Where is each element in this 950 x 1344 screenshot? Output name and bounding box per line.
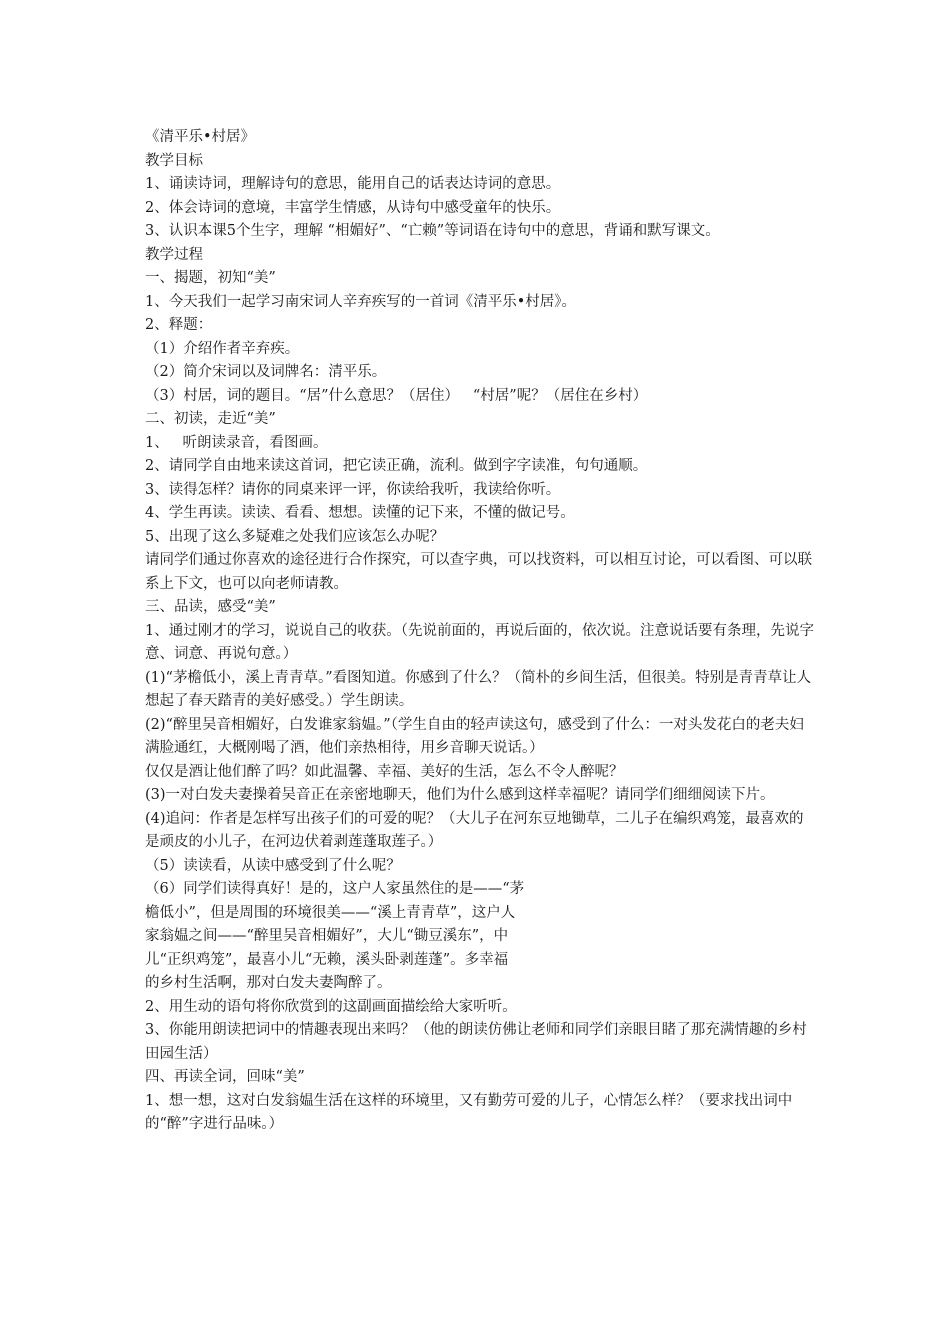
section-heading-process: 教学过程 [145, 246, 203, 263]
paragraph: （3）村居，词的题目。“居”什么意思？（居住） “村居”呢？（居住在乡村） [145, 387, 648, 404]
paragraph: （1）介绍作者辛弃疾。 [145, 340, 300, 357]
paragraph-line: 家翁媪之间——“醉里吴音相媚好”，大儿“锄豆溪东”，中 [145, 928, 509, 944]
paragraph-line: 的乡村生活啊，那对白发夫妻陶醉了。 [145, 975, 392, 991]
paragraph: (3)一对白发夫妻操着吴音正在亲密地聊天，他们为什么感到这样幸福呢？请同学们细细阅读下片。 [145, 787, 775, 803]
paragraph: 1、今天我们一起学习南宋词人辛弃疾写的一首词《清平乐•村居》。 [145, 293, 577, 310]
paragraph: 3、读得怎样？请你的同桌来评一评，你读给我听，我读给你听。 [145, 481, 561, 498]
paragraph: 4、学生再读。读读、看看、想想。读懂的记下来，不懂的做记号。 [145, 505, 575, 521]
paragraph: 2、释题： [145, 317, 213, 333]
paragraph: 5、出现了这么多疑难之处我们应该怎么办呢？ [145, 528, 445, 545]
part-heading: 三、品读，感受“美” [145, 599, 276, 615]
doc-title: 《清平乐•村居》 [145, 129, 256, 145]
part-heading: 一、揭题，初知“美” [145, 270, 276, 286]
paragraph-line: （6）同学们读得真好！是的，这户人家虽然住的是——“茅 [145, 881, 525, 897]
paragraph: (2)“醉里吴音相媚好，白发谁家翁媪。”（学生自由的轻声读这句，感受到了什么：一对头发花白的老夫妇满脸通红，大概刚喝了酒，他们亲热相待，用乡音聊天说话。） [145, 716, 804, 756]
paragraph: (1)“茅檐低小，溪上青青草。”看图知道。你感到了什么？（简朴的乡间生活，但很美。特别是青青草让人想起了春天踏青的美好感受。）学生朗读。 [145, 669, 812, 709]
paragraph: 仅仅是酒让他们醉了吗？如此温馨、幸福、美好的生活，怎么不令人醉呢？ [145, 763, 624, 780]
paragraph: 1、通过刚才的学习，说说自己的收获。（先说前面的，再说后面的，依次说。注意说话要有条理，先说字意、词意、再说句意。） [145, 622, 814, 662]
paragraph: 1、想一想，这对白发翁媪生活在这样的环境里，又有勤劳可爱的儿子，心情怎么样？（要求找出词中的“醉”字进行品味。） [145, 1092, 793, 1132]
paragraph: 1、 听朗读录音，看图画。 [145, 434, 328, 451]
section-heading-goals: 教学目标 [145, 152, 203, 169]
paragraph: 请同学们通过你喜欢的途径进行合作探究，可以查字典，可以找资料，可以相互讨论，可以看图、可以联系上下文，也可以向老师请教。 [145, 552, 812, 592]
part-heading: 二、初读，走近“美” [145, 411, 276, 427]
paragraph: 2、用生动的语句将你欣赏到的这副画面描绘给大家听听。 [145, 998, 517, 1015]
paragraph: (4)追问：作者是怎样写出孩子们的可爱的呢？（大儿子在河东豆地锄草，二儿子在编织鸡笼，最喜欢的是顽皮的小儿子，在河边伏着剥莲蓬取莲子。） [145, 810, 804, 850]
document-body [145, 126, 815, 1137]
goal-item: 3、认识本课5个生字，理解 “相媚好”、“亡赖”等词语在诗句中的意思，背诵和默写课文。 [145, 223, 720, 239]
paragraph: （2）简介宋词以及词牌名：清平乐。 [145, 364, 387, 380]
goal-item: 1、诵读诗词，理解诗句的意思，能用自己的话表达诗词的意思。 [145, 176, 561, 192]
paragraph: 2、请同学自由地来读这首词，把它读正确，流利。做到字字读准，句句通顺。 [145, 458, 648, 474]
paragraph: 3、你能用朗读把词中的情趣表现出来吗？（他的朗读仿佛让老师和同学们亲眼目睹了那充满情趣的乡村田园生活） [145, 1022, 807, 1062]
goal-item: 2、体会诗词的意境，丰富学生情感，从诗句中感受童年的快乐。 [145, 199, 561, 216]
paragraph: （5）读读看，从读中感受到了什么呢？ [145, 857, 401, 874]
paragraph-line: 儿“正织鸡笼”，最喜小儿“无赖，溪头卧剥莲蓬”。多幸福 [145, 951, 509, 968]
part-heading: 四、再读全词，回味“美” [145, 1069, 305, 1085]
paragraph-line: 檐低小”，但是周围的环境很美——“溪上青青草”，这户人 [145, 904, 516, 921]
